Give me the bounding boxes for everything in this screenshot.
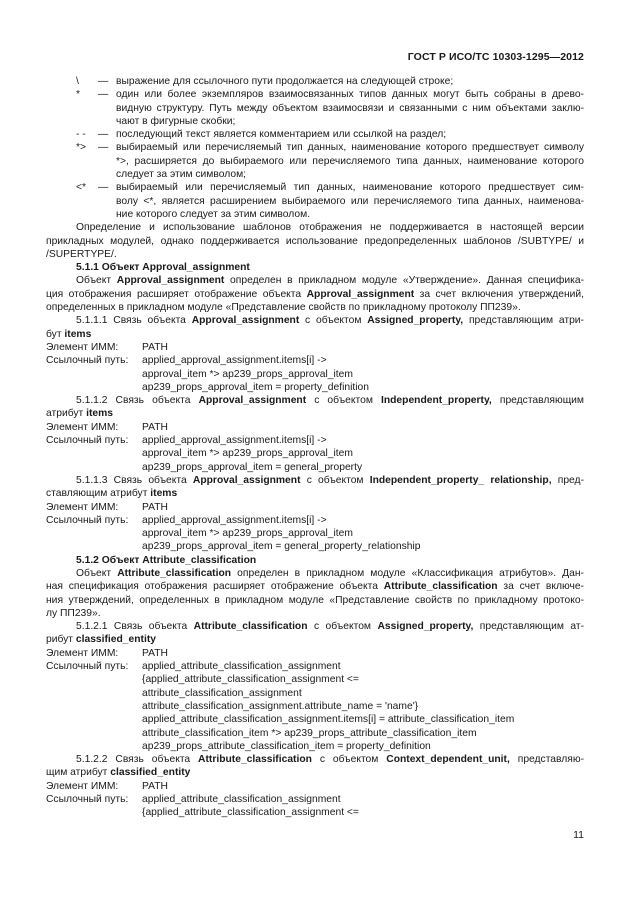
reference-path-row: Ссылочный путь: applied_approval_assignment.items[i] -> (46, 355, 327, 367)
bullet-dash: — (98, 142, 109, 154)
header-title: ГОСТ Р ИСО/ТС 10303-1295—2012 (407, 51, 584, 63)
reference-path-row: Ссылочный путь: applied_attribute_classification_assignment (46, 661, 341, 673)
reference-path-line: ap239_props_approval_item = general_property_relationship (142, 541, 421, 553)
intro-paragraph: Определение и использование шаблонов отображения не поддерживается в настоящей версии (76, 222, 584, 234)
bullet-symbol: * (76, 89, 81, 101)
subsection-title: рибут classified_entity (46, 634, 156, 646)
intro-paragraph: прикладных модулей, однако поддерживается использование предопределенных шаблонов /SUBTYPE/ и (46, 235, 584, 247)
reference-path-line: approval_item *> ap239_props_approval_item (142, 368, 353, 380)
bullet-text: выражение для ссылочного пути продолжается на следующей строке; (116, 76, 454, 87)
reference-path-row: Ссылочный путь: applied_approval_assignment.items[i] -> (46, 514, 327, 526)
subsection-title: ставляющим атрибут items (46, 488, 178, 500)
bullet-symbol: <* (76, 182, 87, 194)
paragraph-line: Объект Attribute_classification определен в прикладном модуле «Классификация атрибутов». Дан- (76, 567, 584, 579)
subsection-title: 5.1.2.1 Связь объекта Attribute_classification с объектом Assigned_property, представляющим ат- (76, 621, 585, 633)
bullet-text: выбираемый или перечисляемый тип данных, наименование которого предшествует сим- (116, 182, 584, 194)
reference-path-line: approval_item *> ap239_props_approval_item (142, 528, 353, 540)
subsection-title: 5.1.2.2 Связь объекта Attribute_classification с объектом Context_dependent_unit, представляю- (76, 754, 585, 766)
reference-path-line: ap239_props_approval_item = property_definition (142, 381, 369, 393)
paragraph-line: Объект Approval_assignment определен в прикладном модуле «Утверждение». Данная специфика- (76, 275, 584, 287)
reference-path-line: ap239_props_approval_item = general_property (142, 461, 363, 473)
section-heading: 5.1.2 Объект Attribute_classification (76, 554, 257, 566)
subsection-title: 5.1.1.2 Связь объекта Approval_assignment с объектом Independent_property, представляющим (76, 395, 584, 407)
bullet-dash: — (98, 129, 109, 141)
subsection-title: бут items (46, 328, 92, 340)
bullet-text: *>, расширяется до выбираемого или перечисляемого типа данных, наименование которого (116, 155, 584, 167)
bullet-item (46, 141, 584, 181)
bullet-text: видную структуру. Путь между объектом взаимосвязи и связанными с ним объектами заклю- (116, 102, 584, 114)
bullet-item (46, 181, 584, 221)
reference-path-line: {applied_attribute_classification_assignment <= (142, 807, 359, 819)
bullet-item (46, 75, 584, 88)
bullet-text: чают в фигурные скобки; (116, 115, 236, 127)
document-body (46, 75, 584, 820)
mapping-element-row: Элемент ИММ: PATH (46, 421, 168, 433)
bullet-dash: — (98, 76, 109, 87)
bullet-text: выбираемый или перечисляемый тип данных, наименование которого предшествует символу (116, 142, 584, 154)
reference-path-line: attribute_classification_assignment (142, 687, 302, 699)
subsection-title: 5.1.1.1 Связь объекта Approval_assignment с объектом Assigned_property, представляющим атри- (76, 315, 584, 327)
mapping-element-row: Элемент ИММ: PATH (46, 647, 168, 659)
bullet-item (46, 128, 584, 141)
paragraph-line: ния утверждений, определенных в прикладном модуле «Представление свойств по прикладному протоко- (46, 594, 584, 606)
reference-path-line: attribute_classification_assignment.attribute_name = 'name'} (142, 700, 419, 712)
bullet-text: ние которого следует за этим символом. (116, 208, 311, 220)
intro-paragraph: /SUPERTYPE/. (46, 248, 117, 260)
mapping-element-row: Элемент ИММ: PATH (46, 341, 168, 353)
section-heading: 5.1.1 Объект Approval_assignment (76, 262, 250, 274)
mapping-element-row: Элемент ИММ: PATH (46, 501, 168, 513)
reference-path-line: applied_attribute_classification_assignment.items[i] = attribute_classification_item (142, 714, 515, 726)
paragraph-line: ная спецификация отображения расширяет отображение объекта Attribute_classification за счет включе- (46, 581, 584, 593)
reference-path-row: Ссылочный путь: applied_approval_assignment.items[i] -> (46, 435, 327, 447)
reference-path-line: ap239_props_attribute_classification_item = property_definition (142, 740, 431, 752)
mapping-element-row: Элемент ИММ: PATH (46, 780, 168, 792)
reference-path-line: attribute_classification_item *> ap239_props_attribute_classification_item (142, 727, 477, 739)
subsection-title: атрибут items (46, 408, 113, 420)
paragraph-line: ция отображения расширяет отображение объекта Approval_assignment за счет включения утверждений, (46, 288, 585, 300)
paragraph-line: лу ПП239». (46, 607, 101, 619)
bullet-symbol: \ (76, 76, 79, 87)
subsection-title: 5.1.1.3 Связь объекта Approval_assignment с объектом Independent_property_ relationship, пред- (76, 474, 584, 486)
bullet-text: следует за этим символом; (116, 169, 247, 181)
bullet-symbol: - - (76, 129, 86, 141)
paragraph-line: определенных в прикладном модуле «Представление свойств по прикладному протоколу ПП239». (46, 302, 521, 314)
reference-path-row: Ссылочный путь: applied_attribute_classification_assignment (46, 794, 341, 806)
reference-path-line: {applied_attribute_classification_assignment <= (142, 674, 359, 686)
subsection-title: щим атрибут classified_entity (46, 767, 191, 779)
bullet-dash: — (98, 89, 109, 101)
bullet-item (46, 88, 584, 128)
page-number: 11 (573, 829, 584, 841)
bullet-symbol: *> (76, 142, 87, 154)
reference-path-line: approval_item *> ap239_props_approval_item (142, 448, 353, 460)
bullet-text: последующий текст является комментарием или ссылкой на раздел; (116, 129, 447, 141)
bullet-text: волу <*, является расширением выбираемого или перечисляемого типа данных, наименова- (116, 195, 584, 207)
bullet-dash: — (98, 182, 109, 194)
bullet-text: один или более экземпляров взаимосвязанных типов данных могут быть собраны в древо- (116, 89, 584, 101)
